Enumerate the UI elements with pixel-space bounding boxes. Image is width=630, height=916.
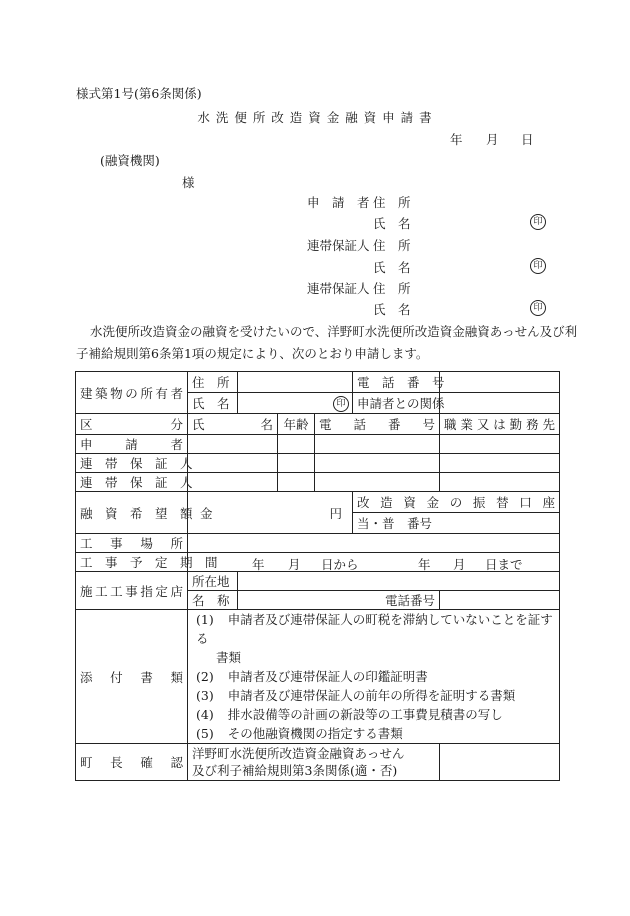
account-number-field[interactable]: 当・普 番号 [353, 513, 560, 534]
period-label: 工 事 予 定 期 間 [76, 553, 188, 572]
applicant-name-label: 氏 名 [373, 216, 411, 231]
row-applicant-label: 申 請 者 [76, 435, 188, 454]
row-guarantor2-label: 連 帯 保 証 人 [76, 473, 188, 492]
age-column-header: 年齢 [278, 414, 315, 435]
list-item: (5) その他融資機関の指定する書類 [196, 726, 403, 741]
applicant-address-label: 住 所 [373, 195, 411, 210]
guarantor1-address-label: 住 所 [373, 238, 411, 253]
list-item: 書類 [216, 650, 242, 665]
guarantor1-name-field[interactable] [188, 454, 278, 473]
guarantor1-name-label: 氏 名 [373, 260, 411, 275]
contractor-phone-field[interactable] [440, 591, 560, 610]
guarantor1-age-field[interactable] [278, 454, 315, 473]
institution-label: (融資機関) [100, 153, 160, 168]
date-year: 年 [450, 132, 463, 147]
intro-line-2: 子補給規則第6条第1項の規定により、次のとおり申請します。 [76, 346, 429, 361]
job-column-header: 職業又は勤務先 [440, 414, 560, 435]
owner-address-label: 住 所 [188, 372, 238, 393]
page-title: 水 洗 便 所 改 造 資 金 融 資 申 請 書 [197, 110, 433, 125]
list-item: (4) 排水設備等の計画の新設等の工事費見積書の写し [196, 707, 503, 722]
owner-address-field[interactable] [238, 372, 353, 393]
phone-column-header: 電 話 番 号 [315, 414, 440, 435]
mayor-confirm-field[interactable] [440, 744, 560, 781]
form-number: 様式第1号(第6条関係) [76, 86, 202, 101]
seal-icon: 印 [333, 396, 349, 412]
guarantor2-name-field[interactable] [188, 473, 278, 492]
date-day: 日 [521, 132, 534, 147]
guarantor2-job-field[interactable] [440, 473, 560, 492]
guarantor1-phone-field[interactable] [315, 454, 440, 473]
applicant-age-field[interactable] [278, 435, 315, 454]
seal-icon: 印 [530, 300, 546, 316]
kubun-header: 区 分 [76, 414, 188, 435]
seal-icon: 印 [530, 214, 546, 230]
guarantor2-address-label: 住 所 [373, 281, 411, 296]
attachments-list [188, 610, 560, 744]
relation-field[interactable] [440, 393, 560, 414]
guarantor1-label: 連帯保証人 [307, 238, 370, 253]
date-month: 月 [486, 132, 499, 147]
attachments-label: 添 付 書 類 [76, 610, 188, 744]
applicant-phone-field[interactable] [315, 435, 440, 454]
guarantor2-label: 連帯保証人 [307, 281, 370, 296]
guarantor1-job-field[interactable] [440, 454, 560, 473]
contractor-label: 施工工事指定店 [76, 572, 188, 610]
loan-amount-field[interactable]: 金 円 [188, 492, 353, 534]
intro-line-1: 水洗便所改造資金の融資を受けたいので、洋野町水洗便所改造資金融資あっせん及び利 [90, 324, 578, 339]
location-field[interactable] [238, 572, 560, 591]
list-item: (2) 申請者及び連帯保証人の印鑑証明書 [196, 669, 428, 684]
period-field[interactable]: 年 月 日から 年 月 日まで [188, 553, 560, 572]
name-column-header: 氏 名 [188, 414, 278, 435]
application-table [75, 371, 560, 781]
contractor-name-field[interactable]: 電話番号 [238, 591, 440, 610]
honorific: 様 [182, 175, 195, 190]
mayor-label: 町 長 確 認 [76, 744, 188, 781]
applicant-name-field[interactable] [188, 435, 278, 454]
loan-amount-label: 融 資 希 望 額 [76, 492, 188, 534]
contractor-name-label: 名 称 [188, 591, 238, 610]
row-guarantor1-label: 連 帯 保 証 人 [76, 454, 188, 473]
list-item: (3) 申請者及び連帯保証人の前年の所得を証明する書類 [196, 688, 516, 703]
list-item: (1) 申請者及び連帯保証人の町税を滞納していないことを証する [196, 612, 553, 646]
applicant-job-field[interactable] [440, 435, 560, 454]
site-label: 工 事 場 所 [76, 534, 188, 553]
relation-label: 申請者との関係 [353, 393, 440, 414]
guarantor2-phone-field[interactable] [315, 473, 440, 492]
owner-name-label: 氏 名 [188, 393, 238, 414]
applicant-label: 申 請 者 [307, 195, 370, 210]
owner-label: 建築物の所有者 [76, 372, 188, 414]
guarantor2-name-label: 氏 名 [373, 302, 411, 317]
location-label: 所在地 [188, 572, 238, 591]
owner-name-field[interactable] [238, 393, 353, 414]
mayor-note: 洋野町水洗便所改造資金融資あっせん 及び利子補給規則第3条関係(適・否) [188, 744, 440, 781]
seal-icon: 印 [530, 258, 546, 274]
owner-phone-field[interactable] [440, 372, 560, 393]
site-field[interactable] [188, 534, 560, 553]
transfer-account-label: 改造資金の振替口座 [353, 492, 560, 513]
owner-phone-label: 電 話 番 号 [353, 372, 440, 393]
guarantor2-age-field[interactable] [278, 473, 315, 492]
